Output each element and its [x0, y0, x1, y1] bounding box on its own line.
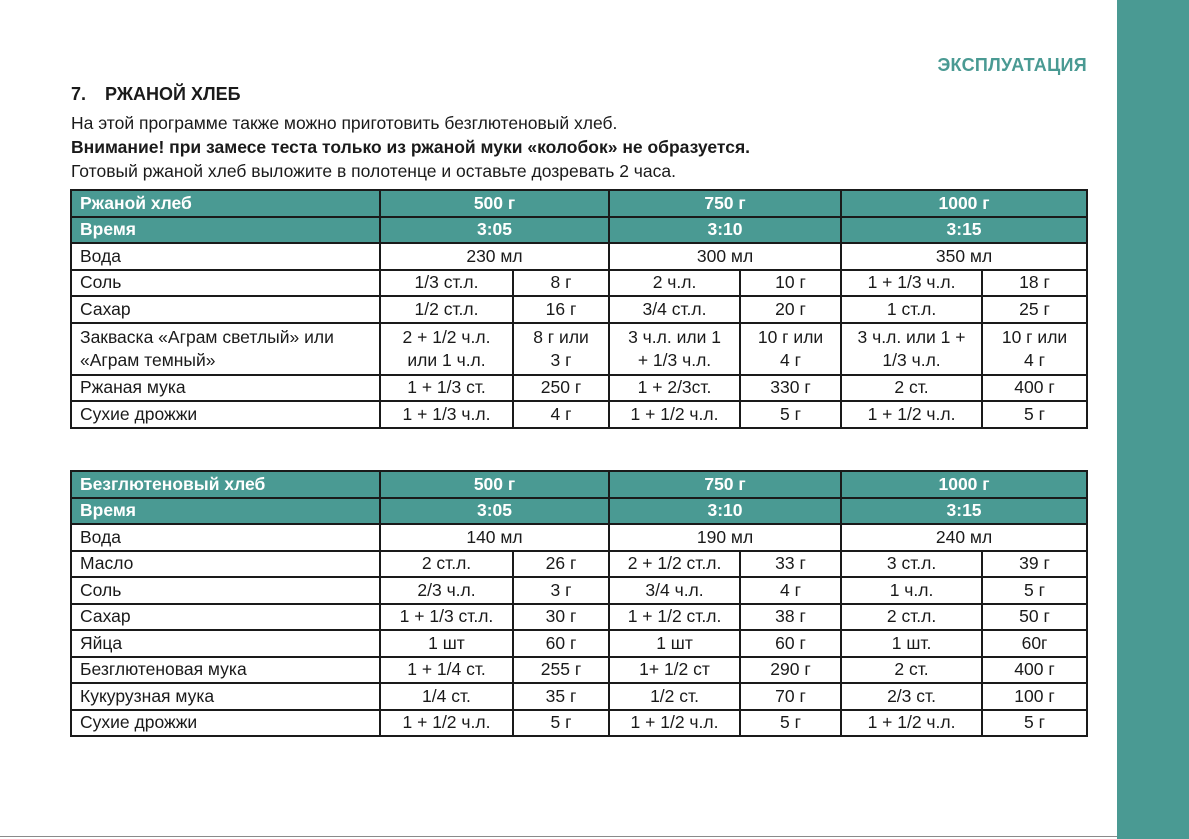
cell-value: 5 г	[982, 577, 1087, 604]
weight-500: 500 г	[380, 471, 609, 498]
cell-line-1: 8 г или	[533, 326, 589, 347]
cell-line-1: 10 г или	[757, 326, 824, 347]
ingredient-name: Соль	[71, 270, 380, 297]
cell-value: 400 г	[982, 657, 1087, 684]
ingredient-name-line-2: «Аграм темный»	[80, 349, 216, 370]
cell-value: 2 ст.л.	[380, 551, 513, 578]
ingredient-name-line-1: Закваска «Аграм светлый» или	[80, 326, 334, 347]
cell-value: 100 г	[982, 683, 1087, 710]
cell-line-2: 4 г	[1024, 349, 1046, 370]
cell-value: 1 + 1/4 ст.	[380, 657, 513, 684]
ingredient-name: Ржаная мука	[71, 375, 380, 402]
table-row	[71, 551, 1087, 578]
cell-value: 2 + 1/2 ст.л.	[609, 551, 740, 578]
weight-750: 750 г	[609, 471, 841, 498]
cell-value: 330 г	[740, 375, 841, 402]
table-row	[71, 577, 1087, 604]
cell-line-2: или 1 ч.л.	[407, 349, 486, 370]
cell-value: 350 мл	[841, 243, 1087, 270]
cell-value: 255 г	[513, 657, 609, 684]
time-1000: 3:15	[841, 498, 1087, 525]
heading-title: РЖАНОЙ ХЛЕБ	[105, 84, 241, 104]
time-1000: 3:15	[841, 217, 1087, 244]
cell-value: 1/2 ст.л.	[380, 296, 513, 323]
cell-value: 20 г	[740, 296, 841, 323]
cell-value: 5 г	[982, 401, 1087, 428]
ingredient-name: Сахар	[71, 604, 380, 631]
time-750: 3:10	[609, 498, 841, 525]
table-title: Ржаной хлеб	[71, 190, 380, 217]
cell-value: 2 ч.л.	[609, 270, 740, 297]
ingredient-name: Вода	[71, 524, 380, 551]
cell-value: 2 ст.	[841, 657, 982, 684]
intro-line-3: Готовый ржаной хлеб выложите в полотенце и оставьте дозревать 2 часа.	[71, 161, 676, 181]
cell-value: 5 г	[513, 710, 609, 737]
cell-value: 1 + 1/3 ст.л.	[380, 604, 513, 631]
cell-value: 190 мл	[609, 524, 841, 551]
cell-value: 1 + 2/3ст.	[609, 375, 740, 402]
cell-line-2: 1/3 ч.л.	[882, 349, 941, 370]
table-header-row	[71, 471, 1087, 498]
ingredient-name: Вода	[71, 243, 380, 270]
cell-value	[740, 323, 841, 375]
weight-1000: 1000 г	[841, 471, 1087, 498]
cell-line-2: 3 г	[550, 349, 572, 370]
table-time-row	[71, 498, 1087, 525]
table-row	[71, 630, 1087, 657]
cell-value: 35 г	[513, 683, 609, 710]
cell-value: 300 мл	[609, 243, 841, 270]
cell-value: 38 г	[740, 604, 841, 631]
cell-value: 8 г	[513, 270, 609, 297]
cell-value: 30 г	[513, 604, 609, 631]
cell-value: 16 г	[513, 296, 609, 323]
ingredient-name: Сухие дрожжи	[71, 401, 380, 428]
cell-value: 400 г	[982, 375, 1087, 402]
cell-value	[982, 323, 1087, 375]
page-bottom-line	[0, 836, 1117, 837]
cell-line-1: 3 ч.л. или 1 +	[857, 326, 966, 347]
ingredient-name: Кукурузная мука	[71, 683, 380, 710]
cell-value: 1 + 1/2 ч.л.	[609, 710, 740, 737]
cell-value: 70 г	[740, 683, 841, 710]
cell-value: 1 + 1/2 ч.л.	[380, 710, 513, 737]
cell-value	[513, 323, 609, 375]
time-500: 3:05	[380, 498, 609, 525]
cell-value: 2 ст.	[841, 375, 982, 402]
cell-value: 1 + 1/2 ст.л.	[609, 604, 740, 631]
cell-line-2: + 1/3 ч.л.	[637, 349, 712, 370]
rye-bread-table	[70, 189, 1088, 429]
cell-value: 39 г	[982, 551, 1087, 578]
section-label: ЭКСПЛУАТАЦИЯ	[937, 55, 1087, 75]
cell-value: 1/2 ст.	[609, 683, 740, 710]
cell-value: 2/3 ч.л.	[380, 577, 513, 604]
cell-value: 4 г	[513, 401, 609, 428]
cell-value: 60 г	[513, 630, 609, 657]
intro-warning: Внимание! при замесе теста только из ржаной муки «колобок» не образуется.	[71, 137, 751, 157]
cell-line-1: 10 г или	[1001, 326, 1068, 347]
cell-value: 1 + 1/3 ч.л.	[380, 401, 513, 428]
table-row	[71, 710, 1087, 737]
cell-value: 1 + 1/3 ч.л.	[841, 270, 982, 297]
table-row	[71, 243, 1087, 270]
cell-value: 140 мл	[380, 524, 609, 551]
table-row	[71, 683, 1087, 710]
cell-value: 5 г	[982, 710, 1087, 737]
table-row	[71, 604, 1087, 631]
cell-line-2: 4 г	[780, 349, 802, 370]
cell-value: 60 г	[740, 630, 841, 657]
table-title: Безглютеновый хлеб	[71, 471, 380, 498]
cell-value: 1 шт.	[841, 630, 982, 657]
weight-500: 500 г	[380, 190, 609, 217]
cell-value: 1+ 1/2 ст	[609, 657, 740, 684]
cell-value: 230 мл	[380, 243, 609, 270]
cell-value: 2/3 ст.	[841, 683, 982, 710]
intro-line-1: На этой программе также можно приготовить безглютеновый хлеб.	[71, 113, 618, 133]
cell-value: 2 ст.л.	[841, 604, 982, 631]
cell-value: 5 г	[740, 710, 841, 737]
table-row	[71, 270, 1087, 297]
cell-value: 33 г	[740, 551, 841, 578]
cell-value: 1/4 ст.	[380, 683, 513, 710]
cell-value: 1 + 1/2 ч.л.	[609, 401, 740, 428]
cell-value: 1 шт	[380, 630, 513, 657]
cell-value: 4 г	[740, 577, 841, 604]
cell-value: 240 мл	[841, 524, 1087, 551]
cell-value: 18 г	[982, 270, 1087, 297]
table-time-row	[71, 217, 1087, 244]
ingredient-name: Соль	[71, 577, 380, 604]
time-750: 3:10	[609, 217, 841, 244]
time-label: Время	[71, 217, 380, 244]
table-row	[71, 375, 1087, 402]
time-label: Время	[71, 498, 380, 525]
cell-value	[609, 323, 740, 375]
side-accent-bar	[1117, 0, 1189, 839]
ingredient-name: Яйца	[71, 630, 380, 657]
table-row	[71, 657, 1087, 684]
cell-line-1: 3 ч.л. или 1	[628, 326, 721, 347]
time-500: 3:05	[380, 217, 609, 244]
table-row	[71, 323, 1087, 375]
cell-value	[841, 323, 982, 375]
cell-value: 3/4 ч.л.	[609, 577, 740, 604]
table-row	[71, 401, 1087, 428]
cell-value: 3 ст.л.	[841, 551, 982, 578]
weight-750: 750 г	[609, 190, 841, 217]
ingredient-name: Масло	[71, 551, 380, 578]
cell-value: 1/3 ст.л.	[380, 270, 513, 297]
cell-value: 1 + 1/2 ч.л.	[841, 401, 982, 428]
cell-value: 26 г	[513, 551, 609, 578]
table-header-row	[71, 190, 1087, 217]
cell-value: 1 ст.л.	[841, 296, 982, 323]
gluten-free-bread-table	[70, 470, 1088, 737]
cell-value: 1 шт	[609, 630, 740, 657]
cell-value: 60г	[982, 630, 1087, 657]
cell-value: 250 г	[513, 375, 609, 402]
cell-line-1: 2 + 1/2 ч.л.	[402, 326, 491, 347]
ingredient-name: Сухие дрожжи	[71, 710, 380, 737]
ingredient-name: Сахар	[71, 296, 380, 323]
ingredient-name: Безглютеновая мука	[71, 657, 380, 684]
ingredient-name	[71, 323, 380, 375]
cell-value: 25 г	[982, 296, 1087, 323]
cell-value: 5 г	[740, 401, 841, 428]
cell-value: 3/4 ст.л.	[609, 296, 740, 323]
heading-number: 7.	[71, 84, 87, 104]
table-row	[71, 524, 1087, 551]
table-row	[71, 296, 1087, 323]
cell-value: 290 г	[740, 657, 841, 684]
cell-value: 1 + 1/2 ч.л.	[841, 710, 982, 737]
cell-value: 10 г	[740, 270, 841, 297]
cell-value: 3 г	[513, 577, 609, 604]
cell-value	[380, 323, 513, 375]
cell-value: 1 ч.л.	[841, 577, 982, 604]
cell-value: 1 + 1/3 ст.	[380, 375, 513, 402]
page-heading	[71, 84, 241, 105]
weight-1000: 1000 г	[841, 190, 1087, 217]
cell-value: 50 г	[982, 604, 1087, 631]
